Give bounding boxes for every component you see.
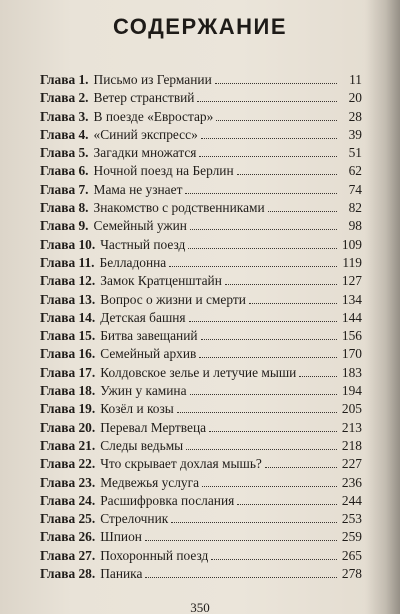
chapter-title: Стрелочник — [100, 511, 169, 527]
chapter-label: Глава 26. — [40, 529, 96, 545]
toc-entry — [40, 437, 362, 455]
dot-leader — [209, 430, 337, 432]
chapter-title: Медвежья услуга — [100, 474, 200, 490]
chapter-title: Мама не узнает — [93, 181, 183, 197]
chapter-page-number: 213 — [341, 419, 362, 435]
dot-leader — [201, 137, 337, 139]
toc-entry — [40, 455, 362, 473]
chapter-title: Перевал Мертвеца — [100, 419, 207, 435]
toc-entry — [40, 345, 362, 363]
chapter-title: Загадки множатся — [93, 145, 197, 161]
chapter-label: Глава 6. — [40, 163, 89, 179]
chapter-label: Глава 12. — [40, 273, 96, 289]
toc-entry — [40, 181, 362, 199]
toc-entry — [40, 419, 362, 437]
chapter-title: Семейный архив — [100, 346, 197, 362]
toc-entry — [40, 89, 362, 107]
dot-leader — [185, 192, 337, 194]
toc-entry — [40, 199, 362, 217]
toc-entry — [40, 382, 362, 400]
chapter-page-number: 62 — [348, 163, 362, 179]
chapter-label: Глава 22. — [40, 456, 96, 472]
toc-entry — [40, 217, 362, 235]
chapter-title: Письмо из Германии — [93, 72, 212, 87]
chapter-label: Глава 14. — [40, 309, 96, 325]
chapter-page-number: 278 — [341, 566, 362, 582]
dot-leader — [237, 173, 337, 175]
toc-entry — [40, 272, 362, 290]
chapter-title: Следы ведьмы — [100, 437, 184, 453]
chapter-page-number: 127 — [341, 273, 362, 289]
chapter-title: В поезде «Евростар» — [93, 108, 214, 124]
dot-leader — [190, 393, 337, 395]
chapter-title: Паника — [100, 566, 143, 582]
dot-leader — [202, 485, 337, 487]
chapter-page-number: 170 — [341, 346, 362, 362]
chapter-label: Глава 19. — [40, 401, 96, 417]
chapter-title: Вопрос о жизни и смерти — [100, 291, 246, 307]
chapter-label: Глава 9. — [40, 218, 89, 234]
toc-entry — [40, 528, 362, 546]
chapter-page-number: 205 — [341, 401, 362, 417]
chapter-page-number: 11 — [349, 72, 362, 87]
chapter-title: Колдовское зелье и летучие мыши — [100, 364, 297, 380]
toc-entry — [40, 144, 362, 162]
toc-entry — [40, 364, 362, 382]
chapter-label: Глава 15. — [40, 328, 96, 344]
chapter-page-number: 259 — [341, 529, 362, 545]
chapter-title: Расшифровка послания — [100, 492, 235, 508]
dot-leader — [249, 302, 337, 304]
dot-leader — [169, 265, 337, 267]
chapter-title: Семейный ужин — [93, 218, 187, 234]
chapter-label: Глава 28. — [40, 566, 96, 582]
chapter-page-number: 51 — [348, 145, 362, 161]
chapter-label: Глава 25. — [40, 511, 96, 527]
dot-leader — [216, 119, 337, 121]
toc-entry — [40, 474, 362, 492]
toc-entry — [40, 492, 362, 510]
chapter-label: Глава 5. — [40, 145, 89, 161]
toc-entry — [40, 400, 362, 418]
chapter-page-number: 227 — [341, 456, 362, 472]
chapter-label: Глава 16. — [40, 346, 96, 362]
chapter-page-number: 134 — [341, 291, 362, 307]
chapter-page-number: 156 — [341, 328, 362, 344]
dot-leader — [186, 448, 337, 450]
chapter-title: Замок Кратценштайн — [100, 273, 222, 289]
chapter-title: Детская башня — [100, 309, 186, 325]
dot-leader — [199, 356, 337, 358]
chapter-label: Глава 18. — [40, 383, 96, 399]
chapter-title: Шпион — [100, 529, 142, 545]
chapter-title: Что скрывает дохлая мышь? — [100, 456, 262, 472]
dot-leader — [265, 466, 337, 468]
chapter-label: Глава 27. — [40, 547, 96, 563]
table-of-contents — [40, 71, 362, 583]
chapter-label: Глава 8. — [40, 200, 89, 216]
dot-leader — [188, 247, 337, 249]
chapter-label: Глава 20. — [40, 419, 96, 435]
chapter-title: «Синий экспресс» — [93, 126, 198, 142]
chapter-title: Белладонна — [99, 254, 167, 270]
toc-entry — [40, 291, 362, 309]
dot-leader — [189, 320, 337, 322]
chapter-label: Глава 24. — [40, 492, 96, 508]
chapter-page-number: 20 — [348, 90, 362, 106]
toc-entry — [40, 510, 362, 528]
chapter-label: Глава 23. — [40, 474, 96, 490]
toc-entry — [40, 71, 362, 89]
chapter-label: Глава 1. — [40, 72, 89, 87]
page-title: СОДЕРЖАНИЕ — [112, 14, 288, 39]
toc-entry — [40, 327, 362, 345]
toc-entry — [40, 108, 362, 126]
chapter-label: Глава 2. — [40, 90, 89, 106]
chapter-label: Глава 4. — [40, 126, 89, 142]
chapter-title: Знакомство с родственниками — [93, 200, 265, 216]
chapter-page-number: 265 — [341, 547, 362, 563]
chapter-title: Козёл и козы — [100, 401, 174, 417]
dot-leader — [199, 155, 337, 157]
page-number: 350 — [190, 600, 210, 614]
dot-leader — [215, 82, 337, 84]
chapter-page-number: 109 — [341, 236, 362, 252]
chapter-label: Глава 3. — [40, 108, 89, 124]
chapter-page-number: 28 — [348, 108, 362, 124]
chapter-label: Глава 17. — [40, 364, 96, 380]
chapter-page-number: 74 — [348, 181, 362, 197]
toc-entry — [40, 162, 362, 180]
toc-entry — [40, 254, 362, 272]
chapter-page-number: 194 — [341, 383, 362, 399]
chapter-page-number: 119 — [342, 254, 362, 270]
dot-leader — [171, 521, 337, 523]
chapter-title: Ночной поезд на Берлин — [93, 163, 234, 179]
chapter-title: Ветер странствий — [93, 90, 195, 106]
chapter-page-number: 253 — [341, 511, 362, 527]
dot-leader — [201, 338, 337, 340]
dot-leader — [237, 503, 337, 505]
dot-leader — [268, 210, 337, 212]
chapter-label: Глава 13. — [40, 291, 96, 307]
chapter-title: Ужин у камина — [100, 383, 187, 399]
chapter-label: Глава 7. — [40, 181, 89, 197]
dot-leader — [197, 100, 337, 102]
chapter-page-number: 218 — [341, 437, 362, 453]
chapter-title: Частный поезд — [100, 236, 186, 252]
dot-leader — [299, 375, 337, 377]
chapter-title: Похоронный поезд — [100, 547, 209, 563]
dot-leader — [177, 411, 337, 413]
toc-entry — [40, 565, 362, 583]
chapter-page-number: 82 — [348, 200, 362, 216]
toc-entry — [40, 126, 362, 144]
chapter-page-number: 144 — [341, 309, 362, 325]
toc-entry — [40, 309, 362, 327]
chapter-label: Глава 10. — [40, 236, 96, 252]
chapter-label: Глава 21. — [40, 437, 96, 453]
dot-leader — [145, 539, 337, 541]
chapter-page-number: 98 — [348, 218, 362, 234]
dot-leader — [225, 283, 337, 285]
chapter-page-number: 183 — [341, 364, 362, 380]
dot-leader — [190, 228, 337, 230]
chapter-page-number: 236 — [341, 474, 362, 490]
chapter-label: Глава 11. — [40, 254, 95, 270]
toc-entry — [40, 547, 362, 565]
dot-leader — [145, 576, 337, 578]
chapter-page-number: 39 — [348, 126, 362, 142]
chapter-page-number: 244 — [341, 492, 362, 508]
dot-leader — [211, 558, 337, 560]
chapter-title: Битва завещаний — [100, 328, 198, 344]
toc-entry — [40, 236, 362, 254]
spine-shadow — [364, 0, 400, 614]
